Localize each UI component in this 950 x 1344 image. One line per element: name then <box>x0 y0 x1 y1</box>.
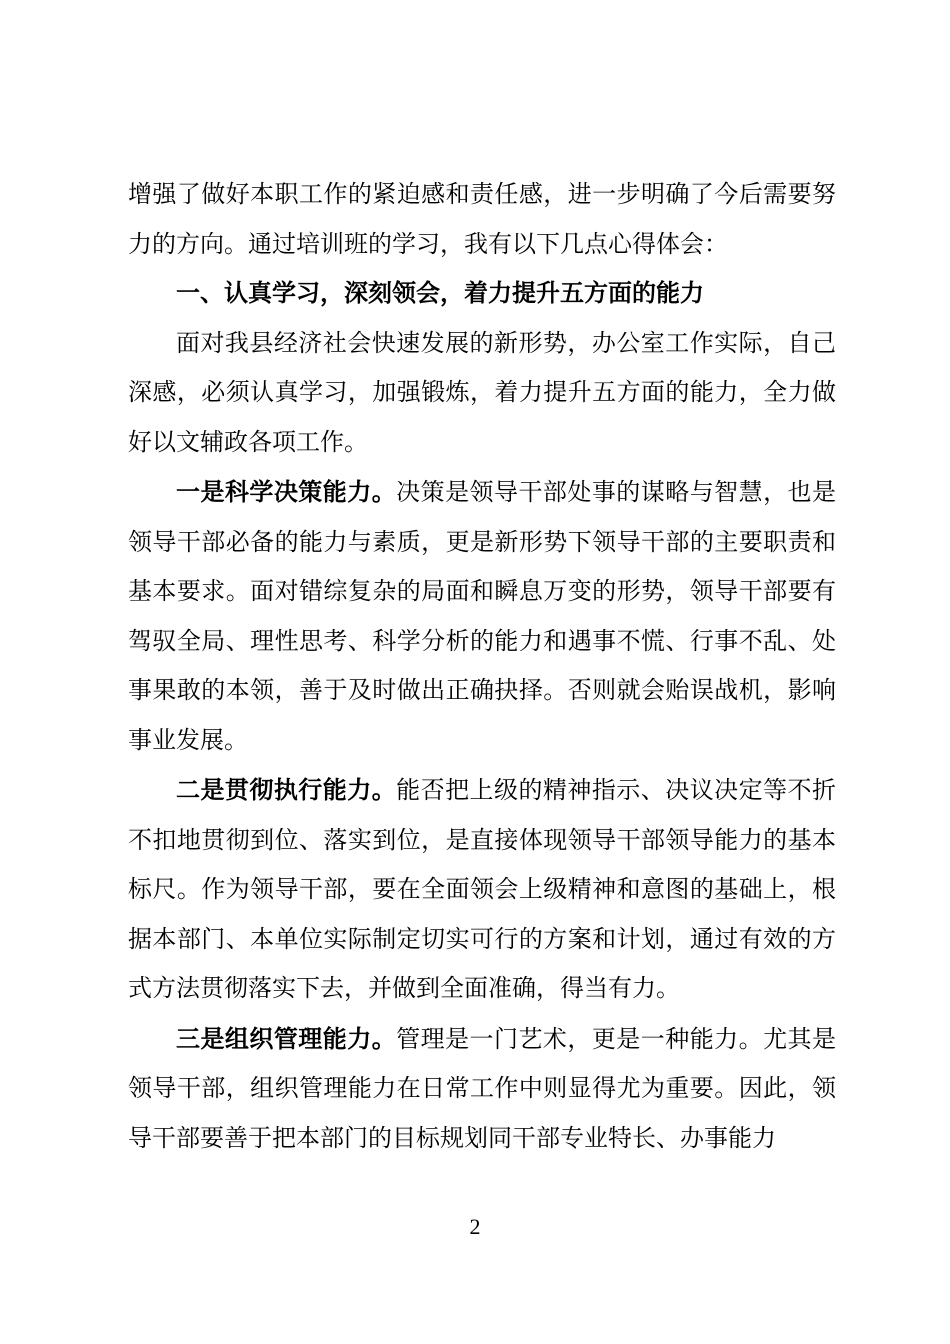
section-heading <box>128 269 836 319</box>
paragraph-text: 面对我县经济社会快速发展的新形势，办公室工作实际，自己深感，必须认真学习，加强锻炼，着力提升五方面的能力，全力做好以文辅政各项工作。 <box>128 328 836 456</box>
continuation-paragraph <box>128 170 836 269</box>
ability-lead: 一是科学决策能力。 <box>176 477 397 506</box>
ability-paragraph-management <box>128 1014 836 1164</box>
ability-lead: 二是贯彻执行能力。 <box>176 775 397 804</box>
ability-paragraph-decision <box>128 467 836 765</box>
document-body <box>128 170 836 1163</box>
body-paragraph <box>128 319 836 468</box>
page-number: 2 <box>469 1214 481 1239</box>
paragraph-text: 管理是一门艺术，更是一种能力。尤其是领导干部，组织管理能力在日常工作中则显得尤为重要。因此，领导干部要善于把本部门的目标规划同干部专业特长、办事能力 <box>128 1024 837 1152</box>
section-heading-text: 一、认真学习，深刻领会，着力提升五方面的能力 <box>176 279 704 307</box>
paragraph-text: 能否把上级的精神指示、决议决定等不折不扣地贯彻到位、落实到位，是直接体现领导干部领导能力的基本标尺。作为领导干部，要在全面领会上级精神和意图的基础上，根据本部门、本单位实际制定切实可行的方案和计划，通过有效的方式方法贯彻落实下去，并做到全面准确，得当有力。 <box>128 776 837 1002</box>
paragraph-text: 增强了做好本职工作的紧迫感和责任感，进一步明确了今后需要努力的方向。通过培训班的学习，我有以下几点心得体会： <box>128 180 836 258</box>
paragraph-text: 决策是领导干部处事的谋略与智慧，也是领导干部必备的能力与素质，更是新形势下领导干部的主要职责和基本要求。面对错综复杂的局面和瞬息万变的形势，领导干部要有驾驭全局、理性思考、科学分析的能力和遇事不慌、行事不乱、处事果敢的本领，善于及时做出正确抉择。否则就会贻误战机，影响事业发展。 <box>128 478 837 754</box>
ability-lead: 三是组织管理能力。 <box>176 1023 397 1053</box>
ability-paragraph-execution <box>128 765 836 1014</box>
